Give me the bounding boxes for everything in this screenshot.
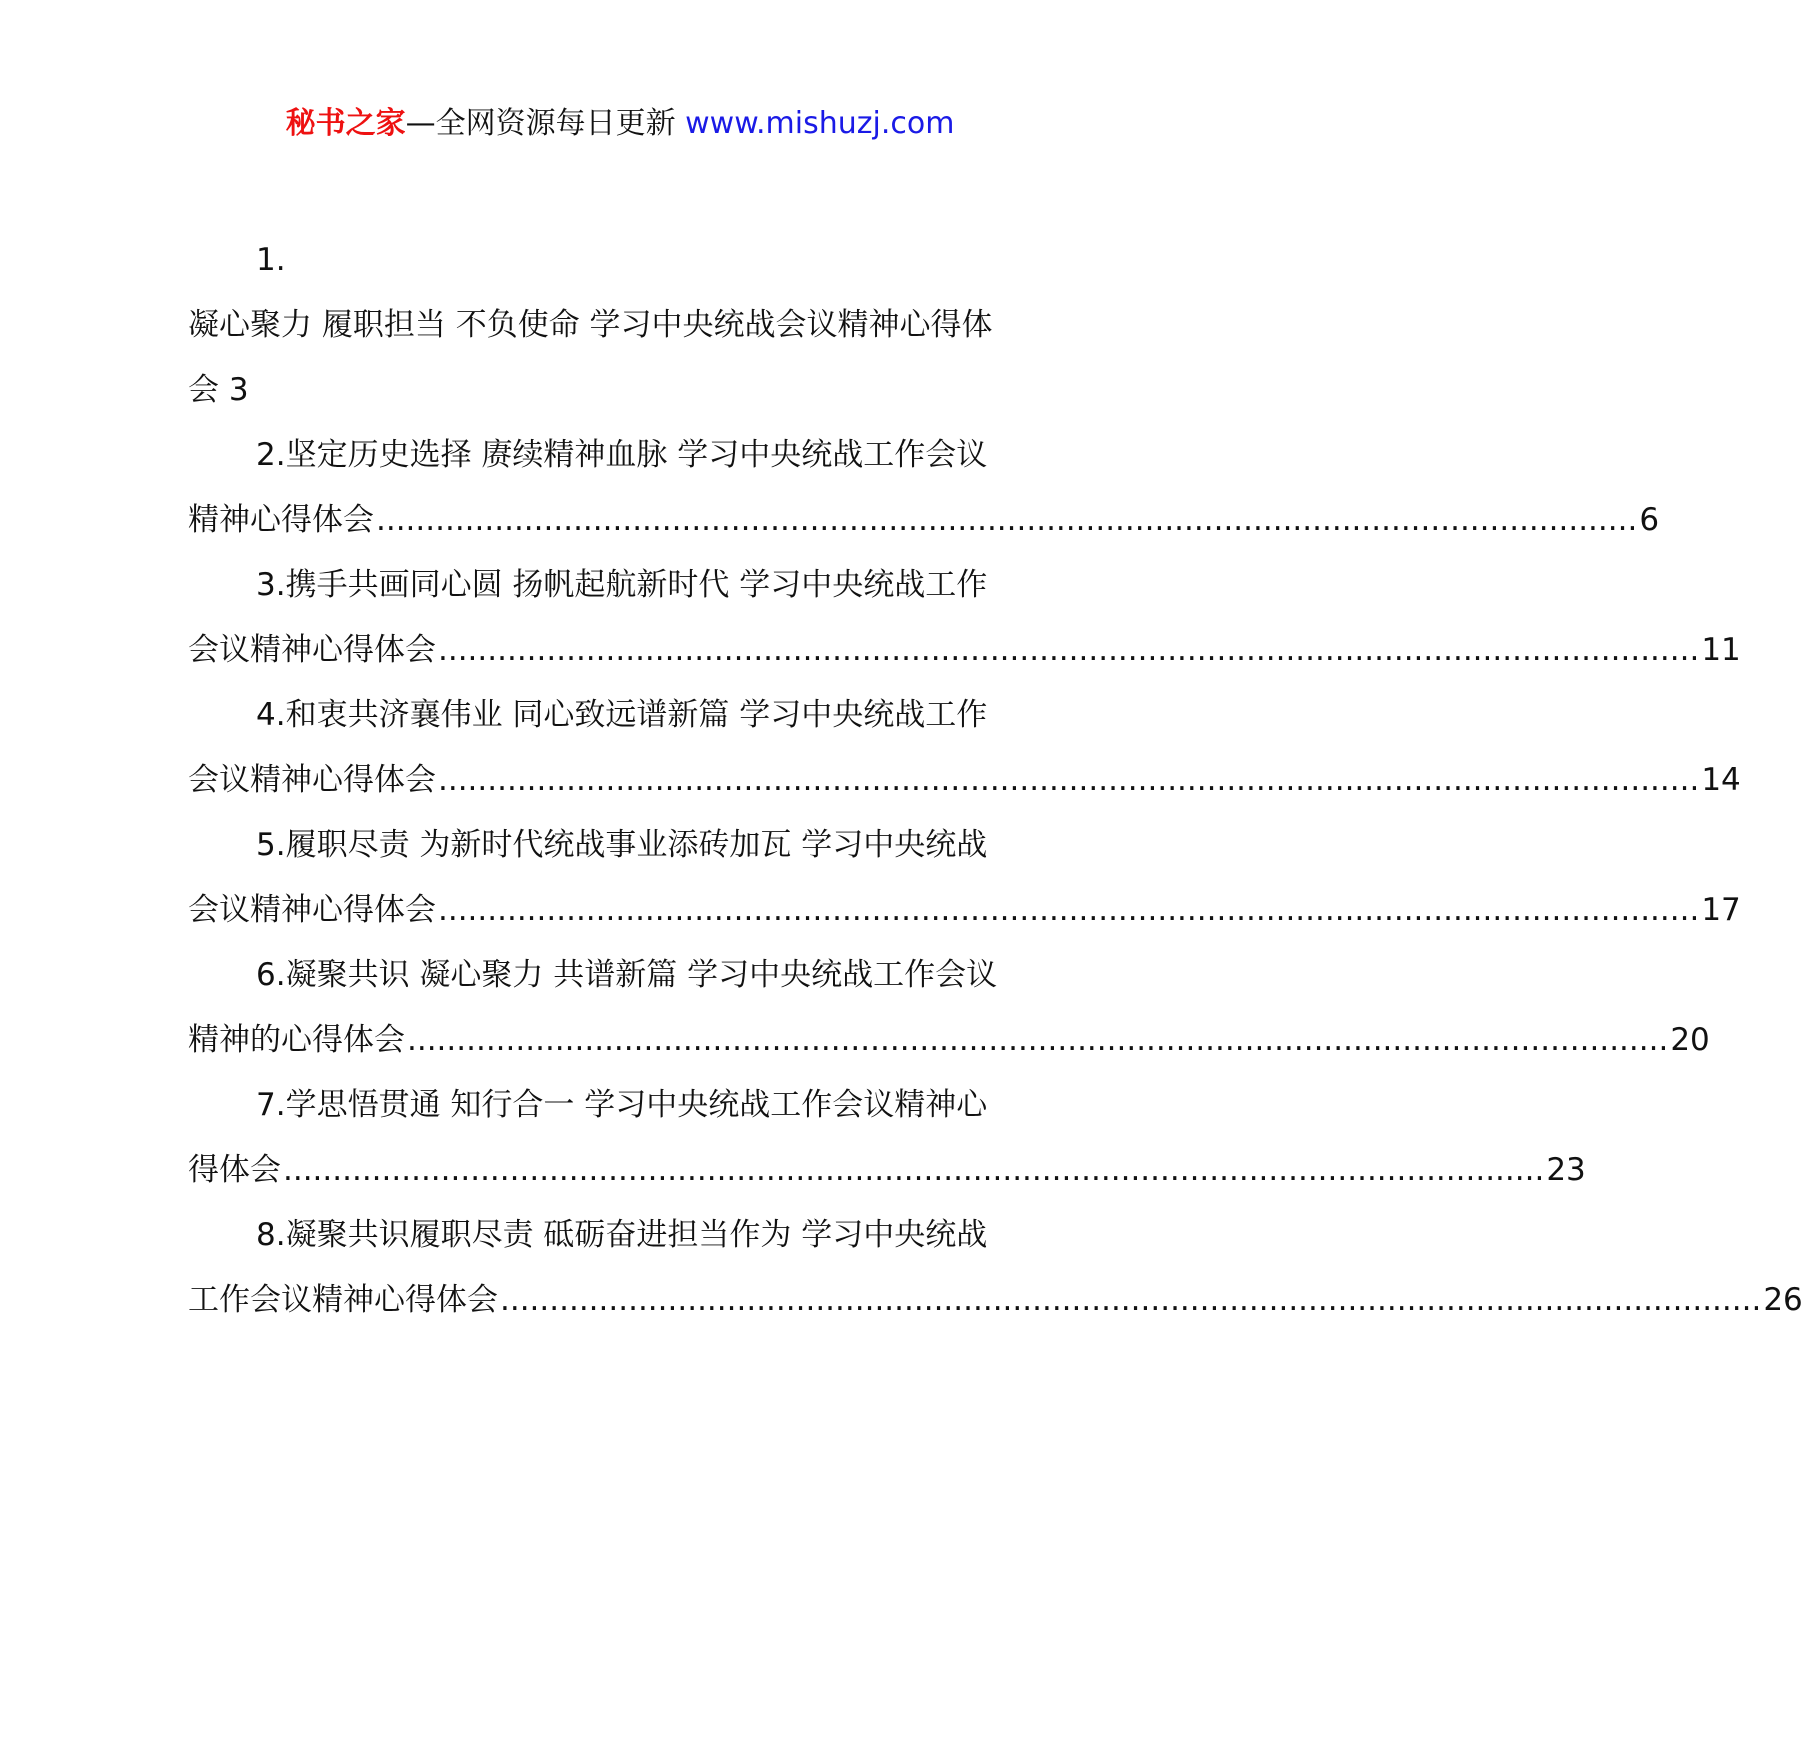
toc-dot-leader: ................................................................................................................................ (438, 632, 1700, 668)
toc-entry-line: 4.和衷共济襄伟业 同心致远谱新篇 学习中央统战工作 (256, 697, 988, 733)
toc-page-number: 6 (1639, 502, 1660, 538)
toc-dot-leader: ................................................................................................................................ (438, 892, 1700, 928)
toc-entry-text: 会 3 (188, 372, 249, 408)
toc-entry-text: 精神的心得体会 (188, 1022, 405, 1058)
toc-entry-line: 凝心聚力 履职担当 不负使命 学习中央统战会议精神心得体 (188, 307, 993, 343)
toc-entry[interactable] (188, 1203, 1803, 1333)
toc-page-number: 11 (1701, 632, 1741, 668)
page-header (0, 104, 1240, 144)
toc-entry-text: 会议精神心得体会 (188, 762, 436, 798)
toc-entry-line: 1. (256, 242, 286, 278)
table-of-contents (188, 228, 1803, 1333)
toc-dot-leader: ................................................................................................................................ (283, 1152, 1545, 1188)
toc-entry[interactable] (188, 423, 1660, 553)
toc-page-number: 14 (1701, 762, 1741, 798)
toc-dot-leader: ................................................................................................................................ (376, 502, 1638, 538)
toc-entry-last-line (188, 1008, 1710, 1073)
toc-entry-line: 8.凝聚共识履职尽责 砥砺奋进担当作为 学习中央统战 (256, 1217, 988, 1253)
toc-entry-line: 5.履职尽责 为新时代统战事业添砖加瓦 学习中央统战 (256, 827, 988, 863)
toc-dot-leader: ................................................................................................................................ (500, 1282, 1762, 1318)
toc-dot-leader: ................................................................................................................................ (438, 762, 1700, 798)
toc-entry-last-line (188, 358, 1058, 423)
toc-entry[interactable] (188, 943, 1710, 1073)
toc-entry-last-line (188, 488, 1660, 553)
toc-entry-text: 工作会议精神心得体会 (188, 1282, 498, 1318)
header-slogan: —全网资源每日更新 (405, 106, 676, 141)
toc-entry-last-line (188, 1268, 1803, 1333)
toc-entry-text: 精神心得体会 (188, 502, 374, 538)
toc-entry-last-line (188, 618, 1741, 683)
toc-dot-leader: ................................................................................................................................ (407, 1022, 1669, 1058)
toc-entry-line: 2.坚定历史选择 赓续精神血脉 学习中央统战工作会议 (256, 437, 988, 473)
toc-entry-last-line (188, 1138, 1586, 1203)
toc-entry-line: 7.学思悟贯通 知行合一 学习中央统战工作会议精神心 (256, 1087, 988, 1123)
toc-page-number: 26 (1763, 1282, 1803, 1318)
toc-entry[interactable] (188, 1073, 1586, 1203)
toc-entry[interactable] (188, 813, 1741, 943)
toc-page-number: 17 (1701, 892, 1741, 928)
toc-entry-text: 会议精神心得体会 (188, 892, 436, 928)
toc-page-number: 20 (1670, 1022, 1710, 1058)
brand-name: 秘书之家 (285, 106, 406, 141)
toc-entry[interactable] (188, 683, 1741, 813)
toc-page-number: 23 (1546, 1152, 1586, 1188)
toc-entry-line: 3.携手共画同心圆 扬帆起航新时代 学习中央统战工作 (256, 567, 988, 603)
toc-entry-line: 6.凝聚共识 凝心聚力 共谱新篇 学习中央统战工作会议 (256, 957, 998, 993)
site-url-link[interactable]: www.mishuzj.com (685, 106, 955, 141)
toc-entry-last-line (188, 748, 1741, 813)
toc-entry-text: 会议精神心得体会 (188, 632, 436, 668)
toc-entry[interactable] (188, 553, 1741, 683)
toc-entry-last-line (188, 878, 1741, 943)
toc-entry[interactable] (188, 228, 1058, 423)
toc-entry-text: 得体会 (188, 1152, 281, 1188)
